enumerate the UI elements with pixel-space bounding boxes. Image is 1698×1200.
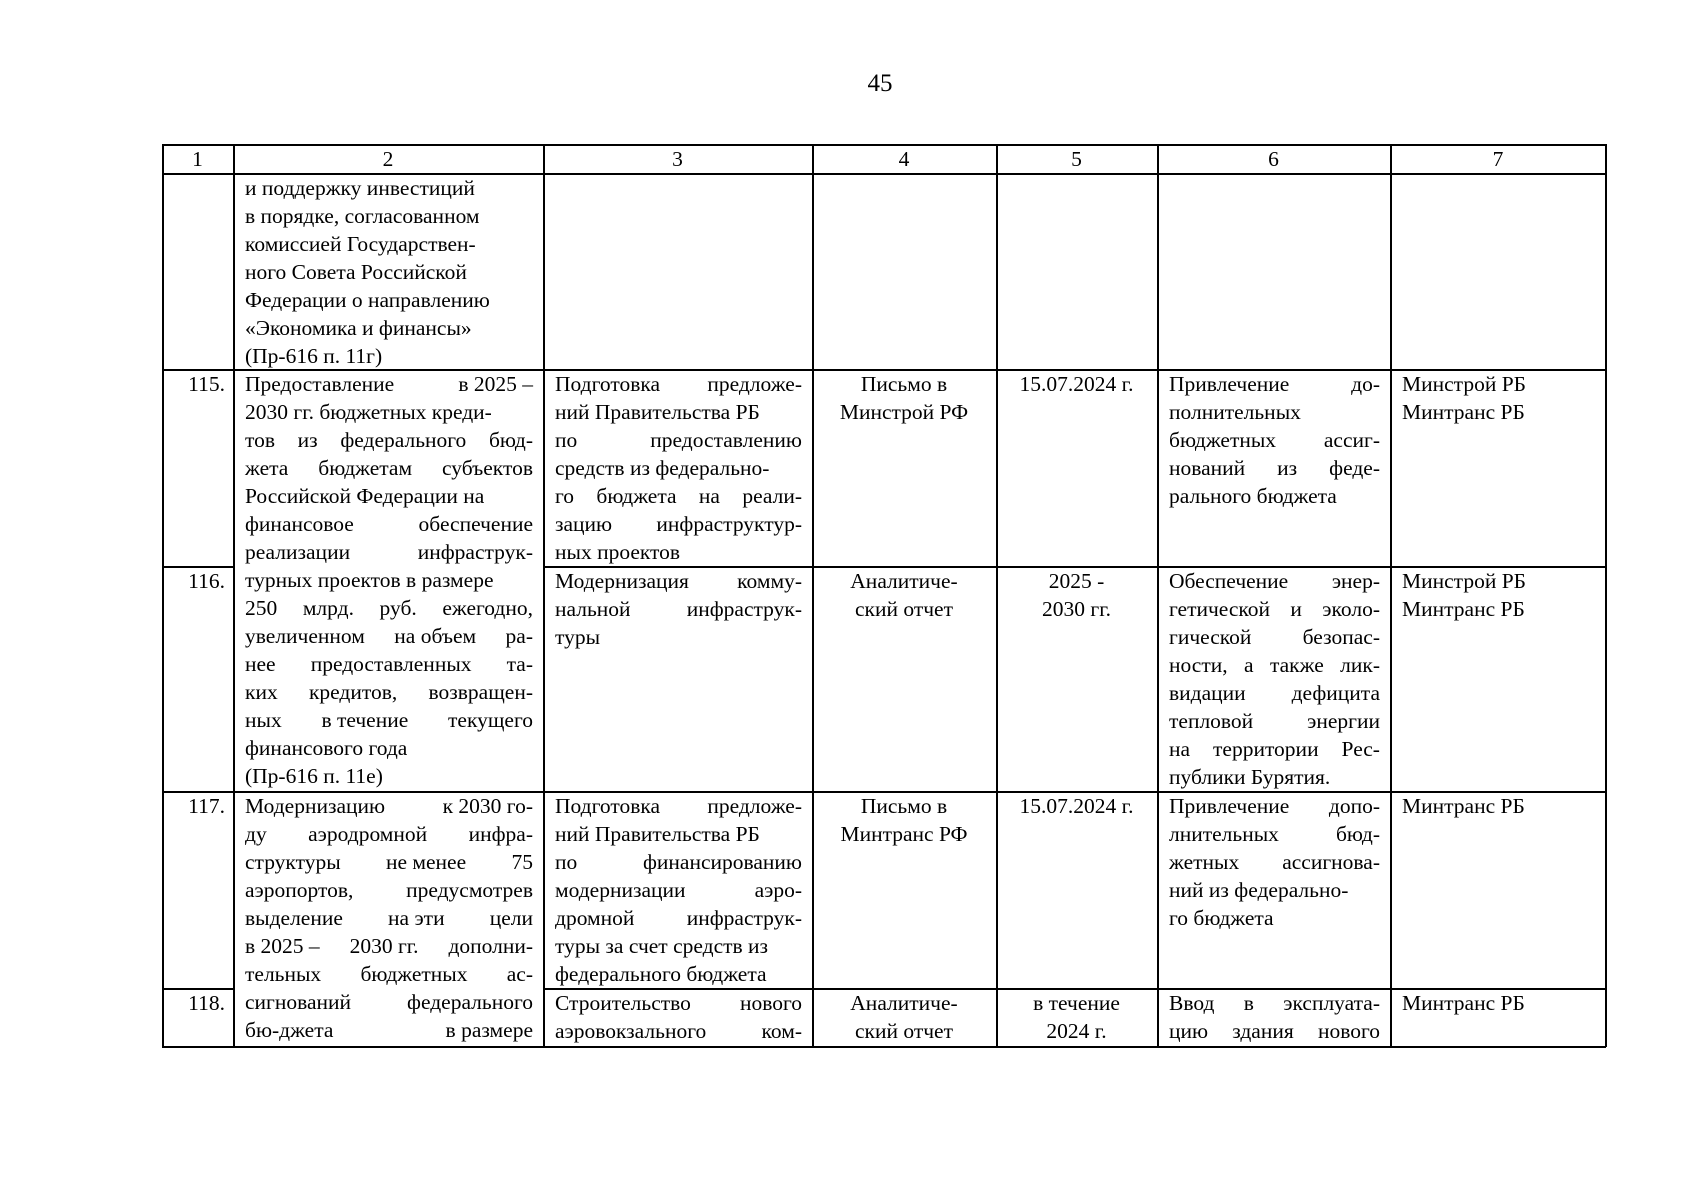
text-line: и поддержку инвестиций [245, 176, 475, 200]
text-line: ний из федерально- [1169, 878, 1349, 902]
text-line [245, 848, 533, 876]
word: тельных [245, 962, 322, 986]
word: инфраструктур- [656, 512, 802, 536]
word: нее [245, 652, 276, 676]
text-line: Минстрой РБ [1402, 372, 1527, 396]
deadline-cell [996, 370, 1157, 398]
word: бю-джета [245, 1018, 334, 1042]
text-line [1169, 848, 1380, 876]
word: по [555, 428, 578, 452]
word: эколо- [1322, 597, 1380, 621]
text-line [1169, 370, 1380, 398]
word: лнительных [1169, 822, 1279, 846]
text-line [555, 1017, 802, 1045]
word: территории [1213, 737, 1319, 761]
text-line: в течение [1033, 991, 1120, 1015]
word: инфраструк- [417, 540, 533, 564]
text-line [245, 876, 533, 904]
text-line: Аналитиче- [850, 991, 958, 1015]
word: нового [1317, 1019, 1380, 1043]
word: Ввод [1169, 991, 1215, 1015]
word: Подготовка [555, 372, 661, 396]
word: цию [1169, 1019, 1209, 1043]
word: бюд- [488, 428, 533, 452]
table-bottom-border [162, 1046, 1606, 1048]
word: реали- [742, 484, 802, 508]
word: дефицита [1291, 681, 1380, 705]
word: сигнований [245, 990, 352, 1014]
text-line: Минтранс РФ [840, 822, 968, 846]
word: гической [1169, 625, 1252, 649]
row-number: 118. [188, 991, 225, 1015]
word: аэровокзального [555, 1019, 707, 1043]
text-line [555, 510, 802, 538]
word: ности, [1169, 653, 1228, 677]
text-line [245, 904, 533, 932]
word: а [1244, 653, 1254, 677]
responsible-cell [1402, 567, 1598, 623]
text-line: в порядке, согласованном [245, 204, 480, 228]
word: Модернизация [555, 569, 689, 593]
word: выделение [245, 906, 343, 930]
word: ассиг- [1323, 428, 1380, 452]
word: жета [245, 456, 289, 480]
word: дополни- [448, 934, 533, 958]
word: жетных [1169, 850, 1240, 874]
header-cell-3: 3 [672, 147, 683, 171]
text-line: федерального бюджета [555, 962, 767, 986]
text-line [245, 820, 533, 848]
word: энер- [1331, 569, 1380, 593]
text-line: Минтранс РБ [1402, 597, 1525, 621]
deadline-cell [996, 567, 1157, 623]
word: нового [739, 991, 802, 1015]
text-line: ский отчет [855, 1019, 953, 1043]
text-line [555, 904, 802, 932]
text-line: ного Совета Российской [245, 260, 467, 284]
text-line: Письмо в [860, 794, 948, 818]
word: инфра- [468, 822, 533, 846]
word: и [1290, 597, 1302, 621]
row-number: 115. [188, 372, 225, 396]
text-line [555, 848, 802, 876]
word: возвращен- [428, 680, 533, 704]
word: в течение [321, 708, 409, 732]
word: аэропортов, [245, 878, 354, 902]
text-line [555, 595, 802, 623]
text-line [245, 510, 533, 538]
document-type-cell [812, 792, 996, 848]
word: финансовое [245, 512, 354, 536]
text-line: комиссией Государствен- [245, 232, 476, 256]
word: ких [245, 680, 278, 704]
text-line: (Пр-616 п. 11г) [245, 344, 383, 368]
text-line [1169, 651, 1380, 679]
text-line [1169, 735, 1380, 763]
word: нальной [555, 597, 631, 621]
word: безопас- [1302, 625, 1380, 649]
text-line [245, 706, 533, 734]
word: го [555, 484, 575, 508]
text-line: Минстрой РБ [1402, 569, 1527, 593]
text-line [1169, 426, 1380, 454]
word: федерального [407, 990, 533, 1014]
word: Обеспечение [1169, 569, 1289, 593]
text-line: 2024 г. [1046, 1019, 1107, 1043]
word: допо- [1328, 794, 1380, 818]
word: феде- [1329, 456, 1380, 480]
text-line: Аналитиче- [850, 569, 958, 593]
word: в [1243, 991, 1254, 1015]
page-number: 45 [867, 70, 893, 97]
word: бюджетам [318, 456, 413, 480]
word: та- [506, 652, 533, 676]
word: не менее [385, 850, 467, 874]
word: тов [245, 428, 276, 452]
text-line [245, 370, 533, 398]
text-line [1169, 707, 1380, 735]
text-line [1169, 595, 1380, 623]
word: Рес- [1341, 737, 1380, 761]
word: структуры [245, 850, 341, 874]
word: ежегодно, [442, 596, 533, 620]
text-line: Минтранс РБ [1402, 991, 1525, 1015]
responsible-cell [1402, 792, 1598, 820]
word: энергии [1307, 709, 1380, 733]
document-type-cell [812, 567, 996, 623]
word: в 2025 – [245, 934, 320, 958]
text-line [245, 960, 533, 988]
word: бюджетных [360, 962, 468, 986]
word: обеспечение [418, 512, 533, 536]
text-line [555, 482, 802, 510]
word: текущего [448, 708, 533, 732]
word: 2030 гг. [349, 934, 419, 958]
text-line: туры за счет средств из [555, 934, 769, 958]
word: на эти [388, 906, 445, 930]
text-line [245, 594, 533, 622]
measure-cell [555, 567, 802, 651]
text-line: (Пр-616 п. 11е) [245, 764, 383, 788]
column-border-1 [233, 144, 235, 1047]
text-line: 2030 гг. бюджетных креди- [245, 400, 492, 424]
word: также [1269, 653, 1324, 677]
text-line [245, 932, 533, 960]
word: 75 [511, 850, 533, 874]
column-border-7 [1605, 144, 1607, 1047]
word: на объем [394, 624, 477, 648]
word: нований [1169, 456, 1246, 480]
text-line: 2030 гг. [1042, 597, 1111, 621]
word: Привлечение [1169, 372, 1290, 396]
text-line: Российской Федерации на [245, 484, 485, 508]
word: по [555, 850, 578, 874]
header-cell-1: 1 [192, 147, 203, 171]
text-line: туры [555, 625, 601, 649]
result-cell [1169, 567, 1380, 791]
text-line: 15.07.2024 г. [1019, 794, 1134, 818]
text-line: Федерации о направлению [245, 288, 490, 312]
word: из [297, 428, 318, 452]
word: модернизации [555, 878, 686, 902]
word: предложе- [707, 372, 802, 396]
word: дромной [555, 906, 635, 930]
word: Строительство [555, 991, 691, 1015]
word: млрд. [302, 596, 354, 620]
word: ных [245, 708, 282, 732]
text-line: 2025 - [1048, 569, 1105, 593]
responsible-cell [1402, 989, 1598, 1017]
word: тепловой [1169, 709, 1254, 733]
text-line [1169, 989, 1380, 1017]
word: финансированию [642, 850, 802, 874]
text-line [245, 426, 533, 454]
word: инфраструк- [686, 906, 802, 930]
text-line [555, 876, 802, 904]
text-line [245, 678, 533, 706]
word: цели [489, 906, 533, 930]
row-number: 117. [188, 794, 225, 818]
word: реализации [245, 540, 351, 564]
text-line: ний Правительства РБ [555, 822, 760, 846]
word: предложе- [707, 794, 802, 818]
text-line [1169, 623, 1380, 651]
text-line [245, 650, 533, 678]
word: комму- [737, 569, 802, 593]
header-cell-4: 4 [898, 147, 910, 171]
text-line: финансового года [245, 736, 408, 760]
text-line [555, 370, 802, 398]
text-line: Минтранс РБ [1402, 794, 1525, 818]
responsible-cell [1402, 370, 1598, 426]
word: руб. [379, 596, 417, 620]
word: в размере [445, 1018, 533, 1042]
text-line: ных проектов [555, 540, 681, 564]
word: эксплуата- [1283, 991, 1380, 1015]
measure-cell [555, 792, 802, 988]
word: ком- [761, 1019, 802, 1043]
text-line [1169, 454, 1380, 482]
text-line [555, 989, 802, 1017]
word: увеличенном [245, 624, 365, 648]
text-line [1169, 679, 1380, 707]
continuation-col2 [245, 174, 533, 370]
text-line [555, 792, 802, 820]
text-line: «Экономика и финансы» [245, 316, 472, 340]
text-line: рального бюджета [1169, 484, 1337, 508]
word: предоставленных [310, 652, 472, 676]
text-line: Минстрой РФ [839, 400, 969, 424]
word: бюд- [1335, 822, 1380, 846]
word: ассигнова- [1282, 850, 1380, 874]
text-line [1169, 1017, 1380, 1045]
text-line [245, 454, 533, 482]
word: аэро- [754, 878, 802, 902]
header-cell-6: 6 [1268, 147, 1279, 171]
text-line [1169, 792, 1380, 820]
header-cell-5: 5 [1071, 147, 1082, 171]
word: субъектов [442, 456, 533, 480]
word: здания [1232, 1019, 1294, 1043]
column-border-5 [1157, 144, 1159, 1047]
word: Предоставление [245, 372, 395, 396]
word: на [1169, 737, 1191, 761]
word: 250 [245, 596, 278, 620]
text-line: ний Правительства РБ [555, 400, 760, 424]
text-line [245, 622, 533, 650]
word: ду [245, 822, 267, 846]
word: до- [1351, 372, 1380, 396]
word: Привлечение [1169, 794, 1290, 818]
header-cell-2: 2 [382, 147, 394, 171]
text-line: ский отчет [855, 597, 953, 621]
header-cell-7: 7 [1492, 147, 1504, 171]
result-cell [1169, 370, 1380, 510]
text-line: полнительных [1169, 400, 1301, 424]
column-border-0 [162, 144, 164, 1047]
text-line [555, 426, 802, 454]
deadline-cell [996, 989, 1157, 1045]
text-line [1169, 820, 1380, 848]
text-line [245, 988, 533, 1016]
text-line [1169, 567, 1380, 595]
deadline-cell [996, 792, 1157, 820]
document-type-cell [812, 370, 996, 426]
text-line: Письмо в [860, 372, 948, 396]
text-line: 15.07.2024 г. [1019, 372, 1134, 396]
text-line [245, 1016, 533, 1044]
word: предусмотрев [406, 878, 533, 902]
word: предоставлению [650, 428, 802, 452]
word: бюджета [596, 484, 677, 508]
text-line: турных проектов в размере [245, 568, 494, 592]
word: инфраструк- [686, 597, 802, 621]
word: лик- [1340, 653, 1380, 677]
word: Подготовка [555, 794, 661, 818]
row-number: 116. [188, 569, 225, 593]
word: ра- [505, 624, 533, 648]
column-border-6 [1390, 144, 1392, 1047]
text-line [245, 792, 533, 820]
result-cell [1169, 989, 1380, 1045]
document-table [162, 144, 1606, 1047]
text-line: Минтранс РБ [1402, 400, 1525, 424]
word: гетической [1169, 597, 1271, 621]
merged-col2-117-118 [245, 792, 533, 1044]
text-line: публики Бурятия. [1169, 765, 1331, 789]
word: Модернизацию [245, 794, 386, 818]
text-line: го бюджета [1169, 906, 1274, 930]
word: кредитов, [308, 680, 398, 704]
text-line [555, 567, 802, 595]
measure-cell [555, 370, 802, 566]
word: федерального [340, 428, 467, 452]
word: бюджетных [1169, 428, 1277, 452]
word: зацию [555, 512, 613, 536]
word: к 2030 го- [442, 794, 533, 818]
word: ас- [506, 962, 533, 986]
measure-cell [555, 989, 802, 1045]
word: аэродромной [308, 822, 428, 846]
word: из [1277, 456, 1298, 480]
merged-col2-115-116 [245, 370, 533, 790]
text-line [245, 538, 533, 566]
result-cell [1169, 792, 1380, 932]
document-type-cell [812, 989, 996, 1045]
text-line: средств из федерально- [555, 456, 770, 480]
column-border-2 [543, 144, 545, 1047]
word: видации [1169, 681, 1246, 705]
word: на [698, 484, 720, 508]
word: в 2025 – [458, 372, 533, 396]
